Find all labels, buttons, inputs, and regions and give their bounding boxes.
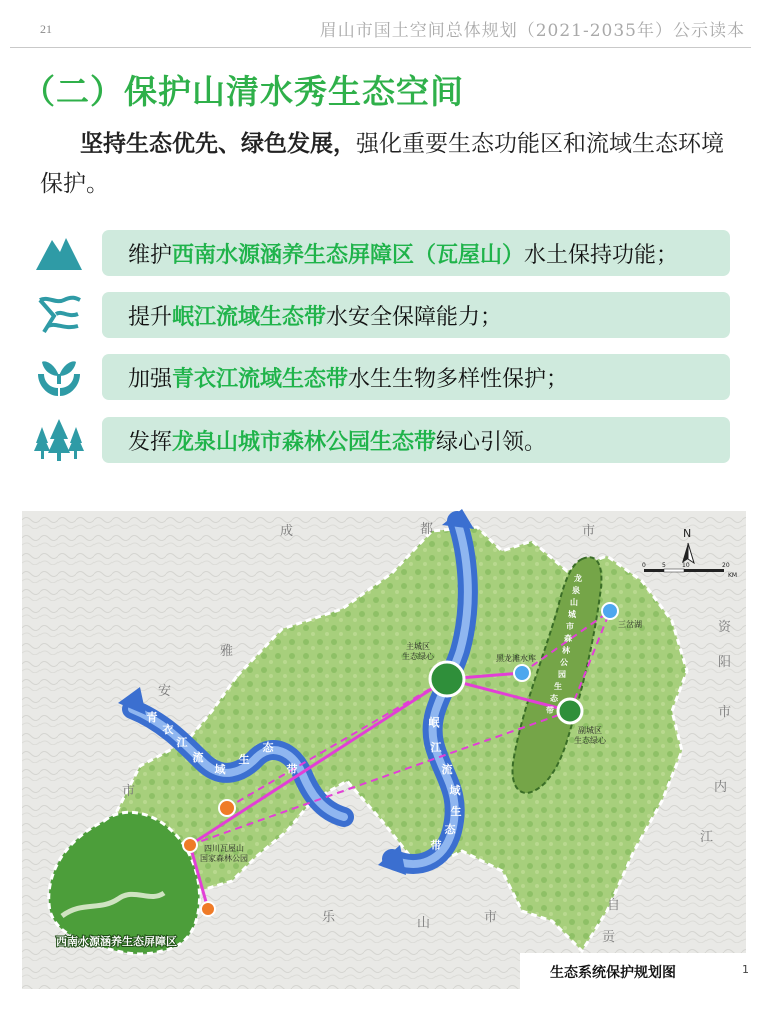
band-char: 岷 xyxy=(428,716,440,729)
item-highlight: 岷江流域生态带 xyxy=(172,305,327,330)
label-heilong: 黑龙滩水库 xyxy=(496,654,536,663)
svg-text:5: 5 xyxy=(662,562,666,569)
band-char: 生 xyxy=(450,805,462,818)
band-char: 域 xyxy=(449,784,461,797)
band-char: 生 xyxy=(238,753,250,766)
svg-text:N: N xyxy=(683,527,692,540)
scenic-node xyxy=(201,902,215,916)
hands-sprout-icon xyxy=(34,354,84,400)
barrier-label: 西南水源涵养生态屏障区 xyxy=(56,935,177,948)
item-box xyxy=(102,417,730,463)
heilong-reservoir-node xyxy=(514,665,530,681)
band-char: 市 xyxy=(566,622,574,631)
band-char: 带 xyxy=(430,839,442,852)
band-char: 山 xyxy=(570,598,578,607)
region-char: 都 xyxy=(420,522,434,537)
band-char: 带 xyxy=(286,763,298,776)
list-item xyxy=(30,292,730,338)
region-char: 内 xyxy=(714,780,728,795)
region-char: 市 xyxy=(718,705,732,720)
label-main-green-core: 主城区生态绿心 xyxy=(402,642,434,661)
label-sancha: 三岔湖 xyxy=(618,620,642,629)
item-suffix: 水生生物多样性保护； xyxy=(348,367,569,392)
band-char: 衣 xyxy=(162,723,174,736)
region-char: 市 xyxy=(582,524,596,539)
intro-paragraph xyxy=(40,124,740,204)
band-char: 公 xyxy=(560,658,568,667)
scenic-node xyxy=(183,838,197,852)
item-suffix: 绿心引领。 xyxy=(436,430,547,455)
band-char: 流 xyxy=(441,763,453,776)
scenic-node xyxy=(219,800,235,816)
band-char: 生 xyxy=(554,682,562,691)
item-prefix: 维护 xyxy=(128,243,173,268)
sancha-lake-node xyxy=(602,603,618,619)
list-item xyxy=(30,417,730,463)
band-char: 江 xyxy=(176,736,188,749)
band-char: 态 xyxy=(550,694,558,703)
region-char: 资 xyxy=(718,620,732,635)
corner-mark: 1 xyxy=(742,963,749,976)
region-char: 雅 xyxy=(220,644,234,659)
band-char: 域 xyxy=(214,763,226,776)
item-highlight: 西南水源涵养生态屏障区（瓦屋山） xyxy=(172,243,525,268)
item-highlight: 龙泉山城市森林公园生态带 xyxy=(172,430,437,455)
page-number: 21 xyxy=(40,22,52,36)
band-char: 江 xyxy=(430,741,442,754)
item-prefix: 提升 xyxy=(128,305,173,330)
item-box xyxy=(102,230,730,276)
band-char: 态 xyxy=(444,823,456,836)
label-sub-green-core: 副城区生态绿心 xyxy=(574,726,606,745)
item-prefix: 发挥 xyxy=(128,430,173,455)
document-title: 眉山市国土空间总体规划（2021-2035年）公示读本 xyxy=(319,21,745,41)
region-char: 山 xyxy=(417,916,431,931)
region-char: 市 xyxy=(484,910,498,925)
header-divider xyxy=(10,47,751,48)
region-char: 江 xyxy=(700,830,714,845)
band-char: 城 xyxy=(568,610,576,619)
item-suffix: 水安全保障能力； xyxy=(326,305,503,330)
mountain-icon xyxy=(34,230,84,276)
region-char: 成 xyxy=(280,524,294,539)
main-green-core-node xyxy=(430,662,464,696)
forest-icon xyxy=(34,417,84,463)
svg-text:0: 0 xyxy=(642,562,646,569)
item-prefix: 加强 xyxy=(128,367,173,392)
map-caption: 生态系统保护规划图 xyxy=(550,965,676,981)
band-char: 带 xyxy=(546,706,554,715)
river-icon xyxy=(34,292,84,338)
region-char: 贡 xyxy=(602,930,616,945)
label-wawu-park: 四川瓦屋山国家森林公园 xyxy=(200,844,248,863)
intro-rest: 强化重要生态功能区和流域生态环境保护。 xyxy=(40,131,724,197)
item-suffix: 水土保持功能； xyxy=(524,243,679,268)
list-item xyxy=(30,354,730,400)
region-char: 自 xyxy=(607,898,621,913)
list-item xyxy=(30,230,730,276)
item-box xyxy=(102,354,730,400)
item-highlight: 青衣江流域生态带 xyxy=(172,367,349,392)
band-char: 泉 xyxy=(572,586,580,595)
band-char: 林 xyxy=(562,646,570,655)
band-char: 龙 xyxy=(574,574,582,583)
svg-text:10: 10 xyxy=(682,562,690,569)
region-char: 市 xyxy=(122,784,136,799)
region-char: 乐 xyxy=(322,910,336,925)
region-char: 阳 xyxy=(718,655,732,670)
item-box xyxy=(102,292,730,338)
band-char: 园 xyxy=(558,670,566,679)
intro-bold: 坚持生态优先、绿色发展， xyxy=(80,131,356,157)
svg-text:KM: KM xyxy=(728,572,738,579)
band-char: 森 xyxy=(564,634,572,643)
section-title: （二）保护山清水秀生态空间 xyxy=(22,72,464,111)
ecosystem-map xyxy=(22,511,749,989)
region-char: 安 xyxy=(158,684,172,699)
band-char: 态 xyxy=(262,741,274,754)
band-char: 青 xyxy=(146,711,158,724)
band-char: 流 xyxy=(192,751,204,764)
svg-text:20: 20 xyxy=(722,562,730,569)
sub-green-core-node xyxy=(558,699,582,723)
